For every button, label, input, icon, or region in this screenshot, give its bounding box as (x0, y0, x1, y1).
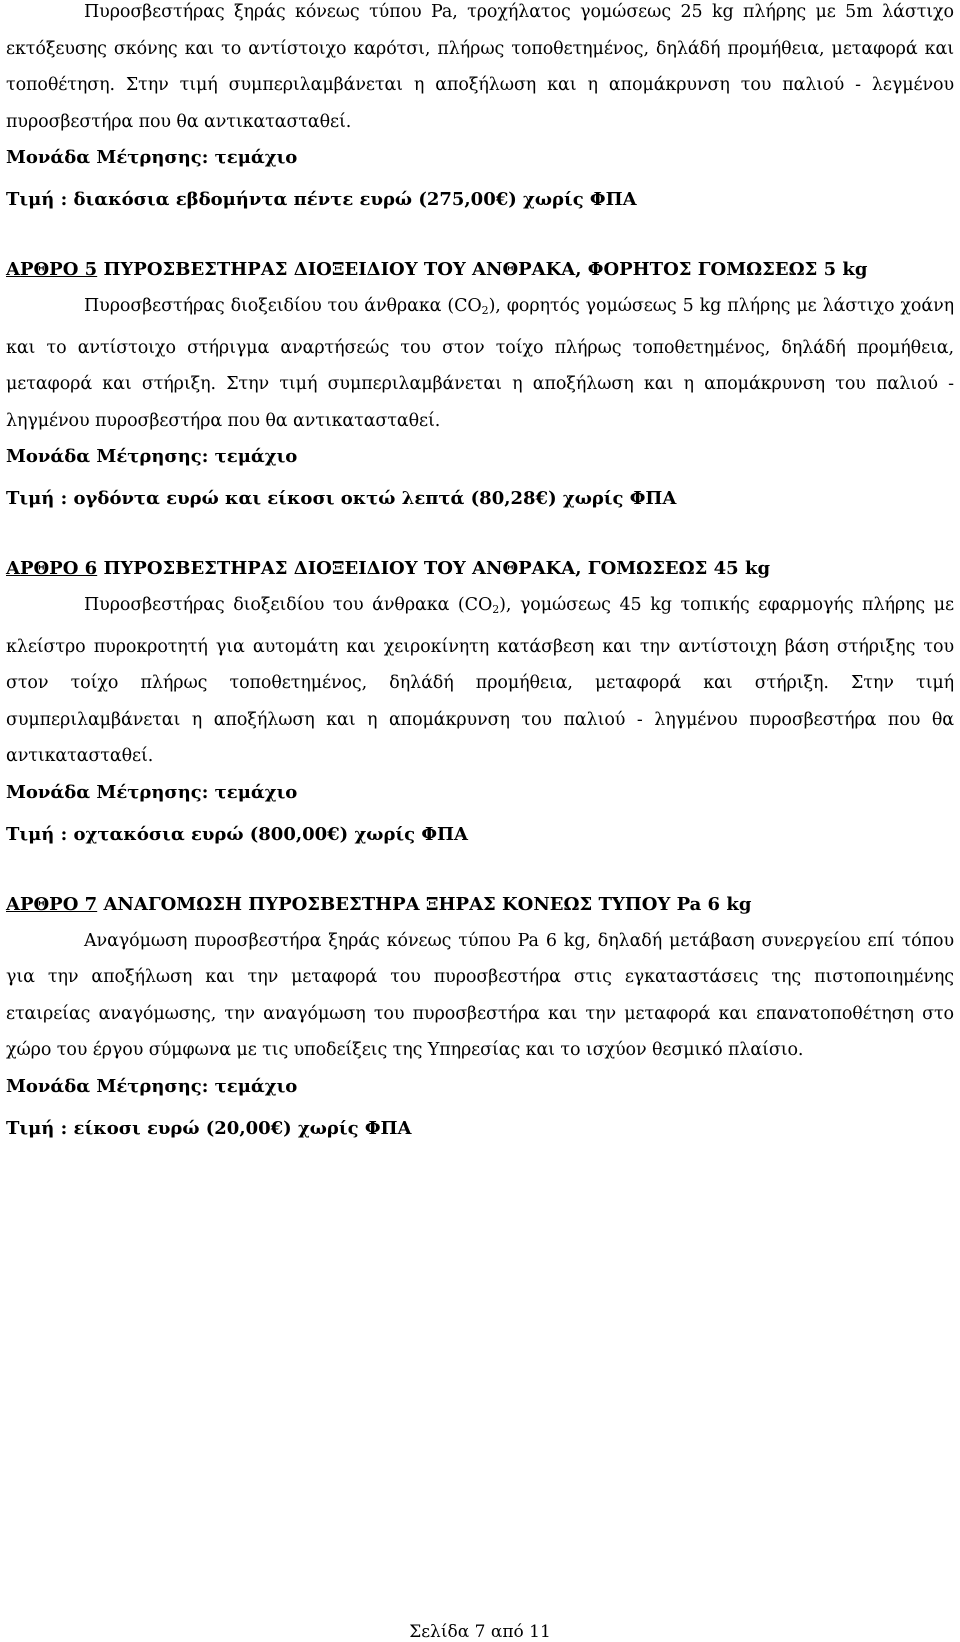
article-7-heading (6, 887, 954, 923)
article-5-body-part1: Πυροσβεστήρας διοξειδίου του άνθρακα (CO (84, 296, 482, 316)
intro-unit: Μονάδα Μέτρησης: τεμάχιο (6, 147, 298, 168)
article-7-price: Τιμή : είκοσι ευρώ (20,00€) χωρίς ΦΠΑ (6, 1117, 412, 1139)
article-6-heading (6, 551, 954, 587)
article-6-subscript: 2 (492, 603, 500, 616)
article-6-title: ΠΥΡΟΣΒΕΣΤΗΡΑΣ ΔΙΟΞΕΙΔΙΟΥ ΤΟΥ ΑΝΘΡΑΚΑ, ΓΟΜΩΣΕΩΣ 45 kg (97, 558, 771, 579)
article-7-unit: Μονάδα Μέτρησης: τεμάχιο (6, 1075, 298, 1097)
intro-price: Τιμή : διακόσια εβδομήντα πέντε ευρώ (275,00€) χωρίς ΦΠΑ (6, 189, 637, 210)
article-7-body: Αναγόμωση πυροσβεστήρα ξηράς κόνεως τύπου Pa 6 kg, δηλαδή μετάβαση συνεργείου επί τόπου για την αποξήλωση και την μεταφορά του πυροσβεστήρα στις εγκαταστάσεις της πιστοποιημένης εταιρείας αναγόμωσης, την αναγόμωση του πυροσβεστήρα και την μεταφορά και επανατοποθέτηση στο χώρο του έργου σύμφωνα με τις υποδείξεις της Υπηρεσίας και το ισχύον θεσμικό πλαίσιο. (6, 930, 954, 1060)
article-5-body (6, 288, 954, 439)
document-page (6, 0, 954, 1147)
page-footer: Σελίδα 7 από 11 (409, 1622, 551, 1642)
article-5-number: ΑΡΘΡΟ 5 (6, 259, 98, 280)
article-6-body (6, 587, 954, 775)
article-5-title: ΠΥΡΟΣΒΕΣΤΗΡΑΣ ΔΙΟΞΕΙΔΙΟΥ ΤΟΥ ΑΝΘΡΑΚΑ, ΦΟΡΗΤΟΣ ΓΟΜΩΣΕΩΣ 5 kg (97, 259, 868, 280)
article-5-heading (6, 252, 954, 288)
article-7-title: ΑΝΑΓΟΜΩΣΗ ΠΥΡΟΣΒΕΣΤΗΡΑ ΞΗΡΑΣ ΚΟΝΕΩΣ ΤΥΠΟΥ Pa 6 kg (97, 893, 752, 915)
article-5-subscript: 2 (481, 304, 489, 317)
article-5-body-part2: ), φορητός γομώσεως 5 kg πλήρης με λάστιχο χοάνη και το αντίστοιχο στήριγμα αναρτήσεώς του στον τοίχο πλήρως τοποθετημένος, δηλάδή προμήθεια, μεταφορά και στήριξη. Στην τιμή συμπεριλαμβάνεται η αποξήλωση και η απομάκρυνση του παλιού - ληγμένου πυροσβεστήρα που θα αντικατασταθεί. (6, 296, 955, 431)
article-5-unit: Μονάδα Μέτρησης: τεμάχιο (6, 446, 298, 467)
article-7-number: ΑΡΘΡΟ 7 (6, 893, 98, 915)
article-6-price: Τιμή : οχτακόσια ευρώ (800,00€) χωρίς ΦΠΑ (6, 823, 468, 845)
article-6-body-part2: ), γομώσεως 45 kg τοπικής εφαρμογής πλήρης με κλείστρο πυροκροτητή για αυτομάτη και χειροκίνητη κατάσβεση και την αντίστοιχη βάση στήριξης του στον τοίχο πλήρως τοποθετημένος, δηλάδή προμήθεια, μεταφορά και στήριξη. Στην τιμή συμπεριλαμβάνεται η αποξήλωση και η απομάκρυνση του παλιού - ληγμένου πυροσβεστήρα που θα αντικατασταθεί. (6, 595, 954, 766)
article-6-number: ΑΡΘΡΟ 6 (6, 558, 98, 579)
intro-paragraph: Πυροσβεστήρας ξηράς κόνεως τύπου Pa, τροχήλατος γομώσεως 25 kg πλήρης με 5m λάστιχο εκτόξευσης σκόνης και το αντίστοιχο καρότσι, πλήρως τοποθετημένος, δηλάδή προμήθεια, μεταφορά και τοποθέτηση. Στην τιμή συμπεριλαμβάνεται η αποξήλωση και η απομάκρυνση του παλιού - λεγμένου πυροσβεστήρα που θα αντικατασταθεί. (6, 2, 954, 132)
article-6-body-part1: Πυροσβεστήρας διοξειδίου του άνθρακα (CO (84, 595, 493, 615)
article-5-price: Τιμή : ογδόντα ευρώ και είκοσι οκτώ λεπτά (80,28€) χωρίς ΦΠΑ (6, 488, 677, 509)
article-6-unit: Μονάδα Μέτρησης: τεμάχιο (6, 781, 298, 803)
